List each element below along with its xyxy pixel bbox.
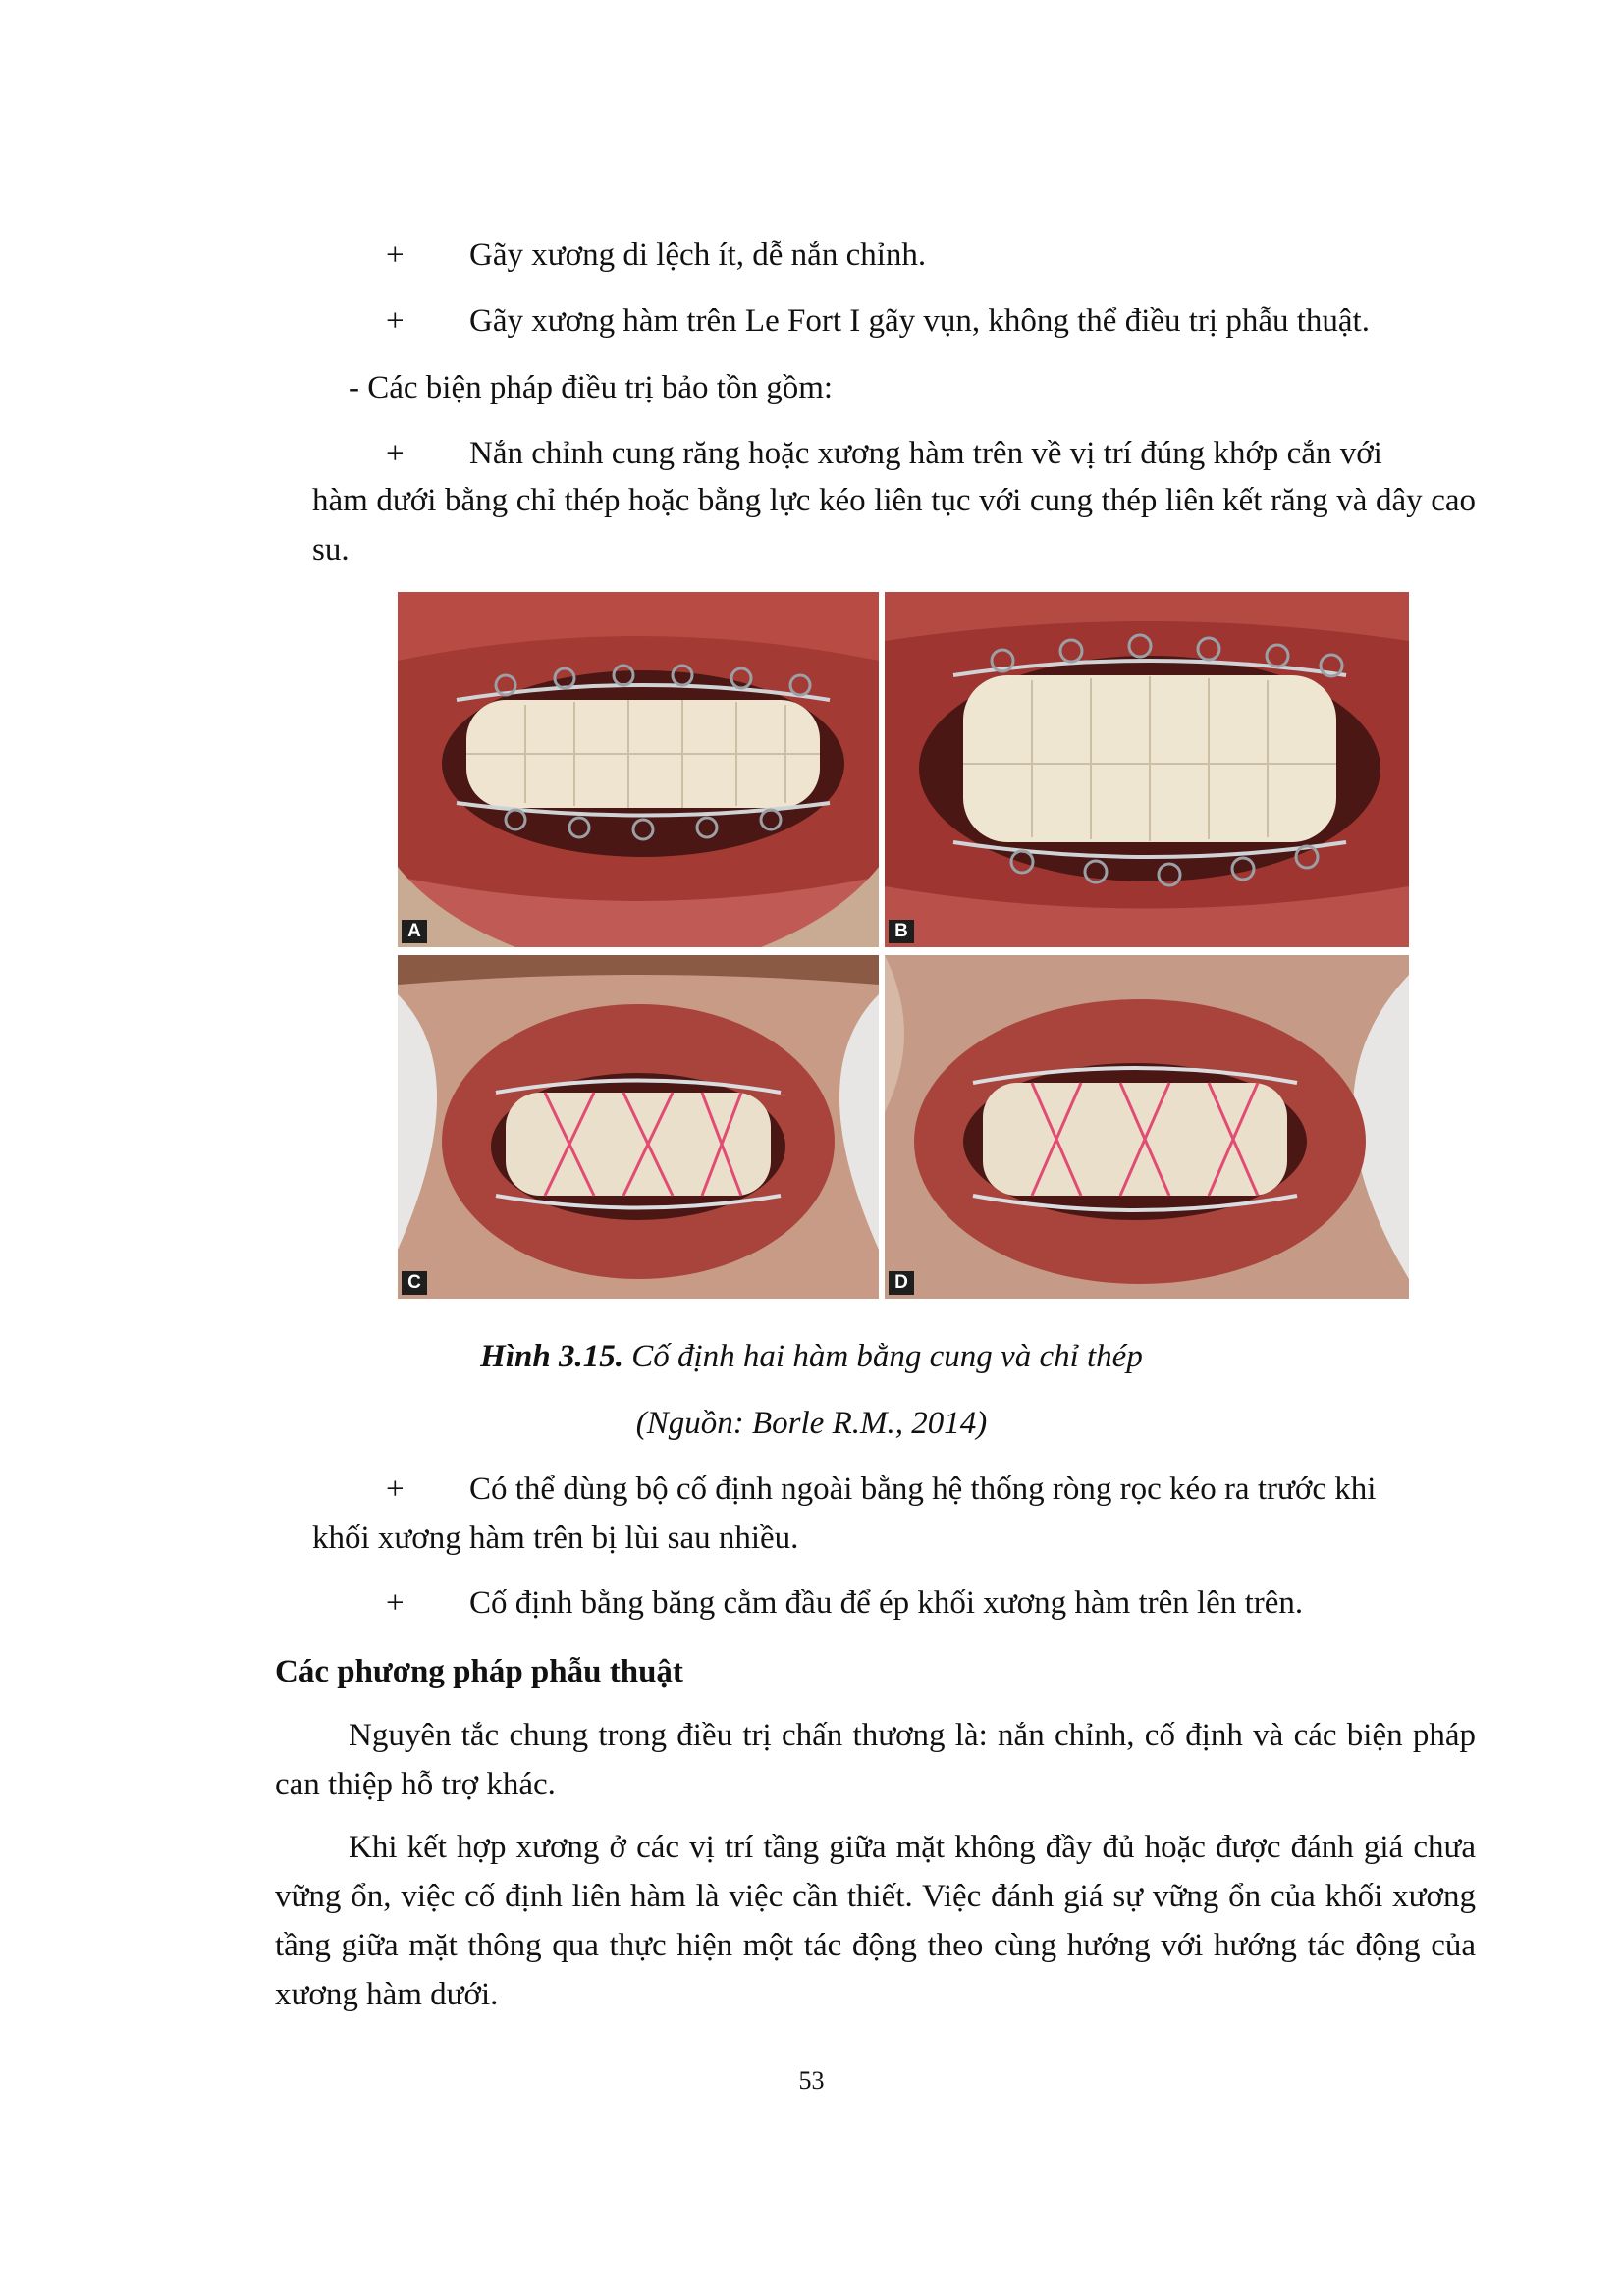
caption-label: Hình 3.15.	[480, 1339, 623, 1374]
bullet-continuation: khối xương hàm trên bị lùi sau nhiều.	[312, 1521, 799, 1556]
section-heading: Các phương pháp phẫu thuật	[275, 1654, 683, 1689]
photo-panel-b	[885, 592, 1409, 947]
panel-label: D	[889, 1271, 914, 1295]
bullet-text: Cố định bằng băng cằm đầu để ép khối xương hàm trên lên trên.	[469, 1585, 1304, 1621]
bullet-plus: +	[386, 303, 405, 339]
panel-label: A	[402, 920, 427, 943]
photo-panel-c	[398, 955, 879, 1299]
bullet-continuation: hàm dưới bằng chỉ thép hoặc bằng lực kéo liên tục với cung thép liên kết răng và dây cao su.	[312, 483, 1476, 567]
bullet-plus: +	[386, 238, 405, 273]
figure-caption	[0, 1337, 1623, 1376]
figure-source: (Nguồn: Borle R.M., 2014)	[635, 1406, 988, 1441]
teeth-wired-photo	[885, 955, 1409, 1299]
teeth-wired-photo	[398, 955, 879, 1299]
teeth-wired-photo	[398, 592, 879, 947]
figure-3-15	[398, 592, 1409, 1299]
bullet-text: Gãy xương di lệch ít, dễ nắn chỉnh.	[469, 238, 927, 273]
bullet-plus: +	[386, 1585, 405, 1621]
bullet-text: Có thể dùng bộ cố định ngoài bằng hệ thống ròng rọc kéo ra trước khi	[469, 1471, 1377, 1507]
bullet-plus: +	[386, 1471, 405, 1507]
photo-panel-d	[885, 955, 1409, 1299]
intro-line: - Các biện pháp điều trị bảo tồn gồm:	[349, 370, 834, 405]
bullet-plus: +	[386, 436, 405, 471]
page-number: 53	[798, 2066, 825, 2095]
bullet-text: Nắn chỉnh cung răng hoặc xương hàm trên về vị trí đúng khớp cắn với	[469, 436, 1382, 471]
caption-text: Cố định hai hàm bằng cung và chỉ thép	[622, 1339, 1143, 1374]
panel-label: B	[889, 920, 914, 943]
bullet-text: Gãy xương hàm trên Le Fort I gãy vụn, không thể điều trị phẫu thuật.	[469, 303, 1370, 339]
paragraph: Khi kết hợp xương ở các vị trí tầng giữa mặt không đầy đủ hoặc được đánh giá chưa vững ổn, việc cố định liên hàm là việc cần thiết. Việc đánh giá sự vững ổn của khối xương tầng giữa mặt thông qua thực hiện một tác động theo cùng hướng với hướng tác động của xương hàm dưới.	[275, 1830, 1476, 2012]
photo-panel-a	[398, 592, 879, 947]
paragraph: Nguyên tắc chung trong điều trị chấn thương là: nắn chỉnh, cố định và các biện pháp can thiệp hỗ trợ khác.	[275, 1718, 1476, 1802]
panel-label: C	[402, 1271, 427, 1295]
teeth-wired-photo	[885, 592, 1409, 947]
